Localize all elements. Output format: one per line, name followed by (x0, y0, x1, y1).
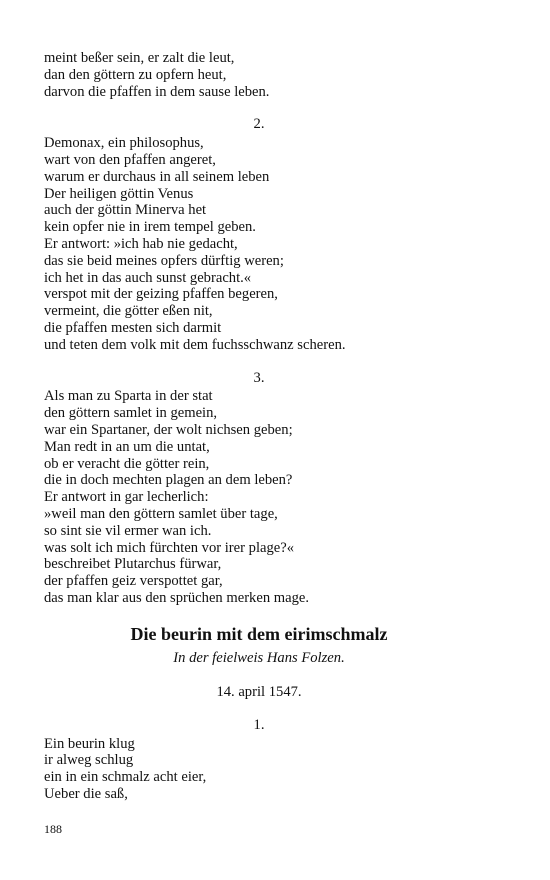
verse-line: ein in ein schmalz acht eier, (44, 769, 207, 786)
verse-line: auch der göttin Minerva het (44, 202, 207, 219)
verse-line: »weil man den göttern samlet über tage, (44, 505, 278, 522)
book-page (44, 50, 474, 803)
verse-line: die in doch mechten plagen an dem leben? (44, 472, 293, 489)
verse-line: kein opfer nie in irem tempel geben. (44, 219, 256, 236)
stanza-3 (44, 388, 474, 606)
verse-line: vermeint, die götter eßen nit, (44, 303, 213, 320)
stanza-number: 1. (253, 716, 265, 733)
verse-line: den göttern samlet in gemein, (44, 405, 218, 422)
verse-line: der pfaffen geiz verspottet gar, (44, 573, 223, 590)
verse-line: was solt ich mich fürchten vor irer plage?« (44, 539, 295, 556)
verse-line: wart von den pfaffen angeret, (44, 151, 216, 168)
verse-line: so sint sie vil ermer wan ich. (44, 522, 212, 539)
verse-line: meint beßer sein, er zalt die leut, (44, 50, 235, 66)
verse-line: war ein Spartaner, der wolt nichsen geben; (44, 421, 293, 438)
poem-date: 14. april 1547. (216, 683, 302, 700)
verse-line: ich het in das auch sunst gebracht.« (44, 269, 252, 286)
verse-line: warum er durchaus in all seinem leben (44, 168, 270, 185)
poem-subtitle: In der feielweis Hans Folzen. (173, 649, 345, 666)
stanza-number: 3. (253, 369, 265, 386)
verse-line: beschreibet Plutarchus fürwar, (44, 556, 222, 573)
verse-line: Ueber die saß, (44, 785, 128, 802)
verse-line: Er antwort: »ich hab nie gedacht, (44, 235, 238, 252)
verse-line: dan den göttern zu opfern heut, (44, 66, 227, 83)
verse-line: Ein beurin klug (44, 735, 135, 752)
verse-line: und teten dem volk mit dem fuchsschwanz scheren. (44, 336, 346, 353)
stanza-2 (44, 135, 474, 353)
verse-line: ob er veracht die götter rein, (44, 455, 210, 472)
stanza-continued (44, 50, 474, 100)
verse-line: Er antwort in gar lecherlich: (44, 489, 209, 506)
verse-line: das man klar aus den sprüchen merken mage. (44, 589, 310, 606)
verse-line: verspot mit der geizing pfaffen begeren, (44, 286, 278, 303)
verse-line: Als man zu Sparta in der stat (44, 388, 213, 405)
verse-line: Der heiligen göttin Venus (44, 185, 194, 202)
verse-line: die pfaffen mesten sich darmit (44, 319, 222, 336)
verse-line: Man redt in an um die untat, (44, 438, 210, 455)
verse-line: Demonax, ein philosophus, (44, 135, 204, 152)
verse-line: ir alweg schlug (44, 752, 134, 769)
stanza-number: 2. (253, 116, 265, 133)
verse-line: darvon die pfaffen in dem sause leben. (44, 83, 270, 100)
stanza-1-new-poem (44, 736, 474, 803)
page-number: 188 (44, 822, 62, 836)
verse-line: das sie beid meines opfers dürftig weren; (44, 252, 284, 269)
poem-title: Die beurin mit dem eirimschmalz (130, 623, 388, 644)
